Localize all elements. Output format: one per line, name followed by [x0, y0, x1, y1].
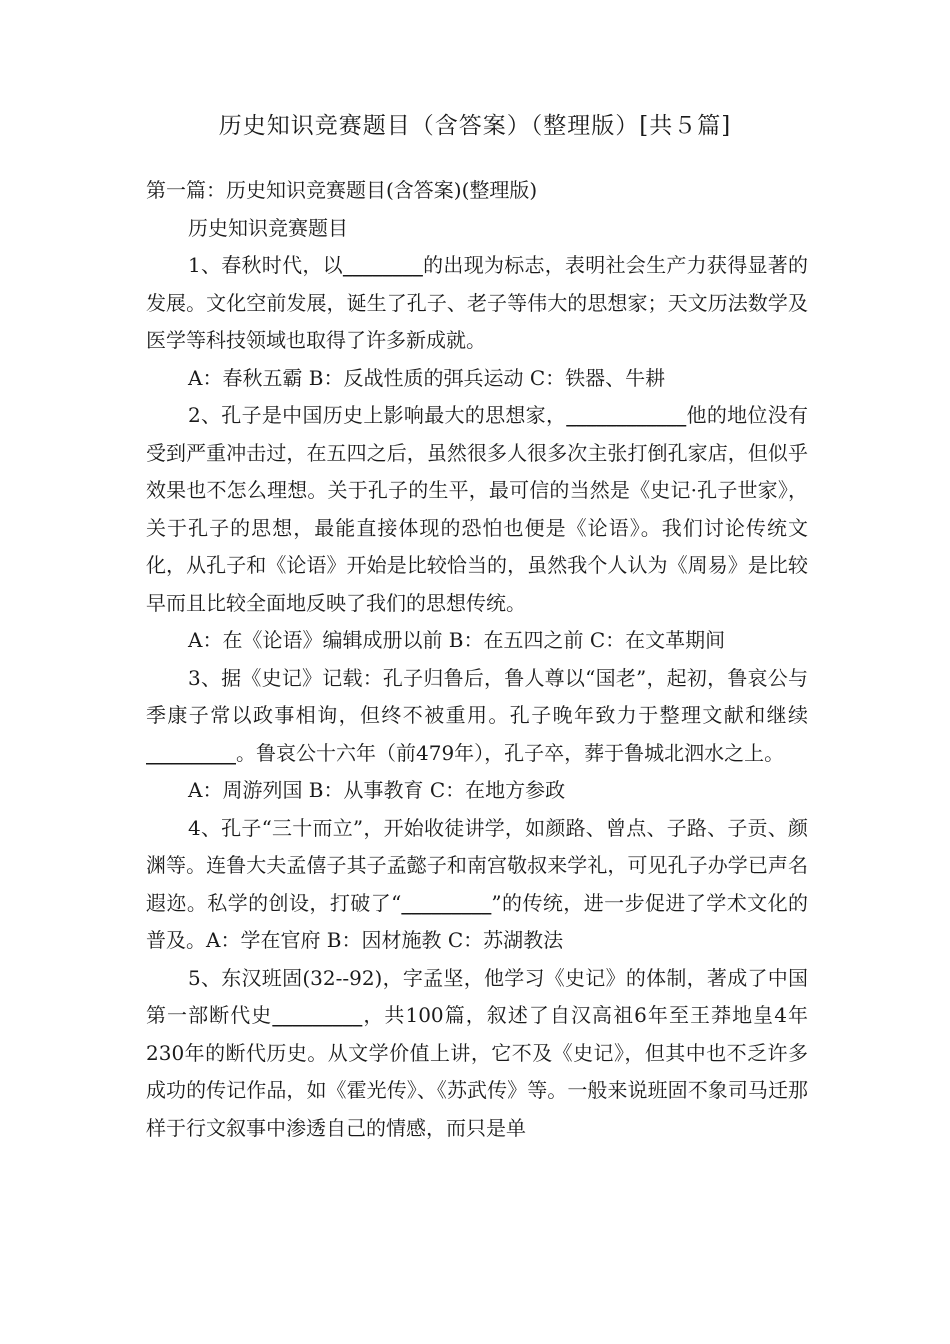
- question-text: ”的传统，进一步促进了学术文化的普及。A：学在官府 B：因材施教 C：苏湖教法: [146, 890, 808, 952]
- question-3-options: A：周游列国 B：从事教育 C：在地方参政: [188, 778, 566, 802]
- answer-blank: _________: [272, 1003, 363, 1027]
- answer-blank: _________: [146, 740, 236, 765]
- question-text: 。鲁哀公十六年（前479年），孔子卒，葬于鲁城北泗水之上。: [236, 740, 785, 765]
- document-title: 历史知识竞赛题目（含答案）（整理版）[共５篇]: [218, 113, 732, 139]
- question-1-options: A：春秋五霸 B：反战性质的弭兵运动 C：铁器、牛耕: [188, 365, 666, 390]
- answer-blank: ________: [342, 253, 423, 277]
- question-text: 2、孔子是中国历史上影响最大的思想家，: [188, 403, 567, 427]
- subheading: 历史知识竞赛题目: [188, 215, 348, 240]
- question-3: [146, 660, 808, 773]
- question-text: ，共100篇，叙述了自汉高祖6年至王莽地皇4年230年的断代历史。从文学价值上讲，它不及《史记》，但其中也不乏许多成功的传记作品，如《霍光传》、《苏武传》等。一般来说班固不象司马迁那样于行文叙事中渗透自己的情感，而只是单: [146, 1003, 809, 1140]
- question-text: 4、孔子“三十而立”，开始收徒讲学，如颜路、曾点、子路、子贡、颜渊等。连鲁大夫孟僖子其子孟懿子和南宫敬叔来学礼，可见孔子办学已声名遐迩。私学的创设，打破了“: [146, 815, 808, 915]
- question-text: 3、据《史记》记载：孔子归鲁后，鲁人尊以“国老”，起初，鲁哀公与季康子常以政事相询，但终不被重用。孔子晚年致力于整理文献和继续: [146, 665, 808, 727]
- document-body: [146, 172, 808, 1147]
- question-1: [146, 247, 808, 360]
- question-text: 5、东汉班固(32--92)，字孟坚，他学习《史记》的体制，著成了中国第一部断代史: [146, 965, 808, 1027]
- question-text: 的出现为标志，表明社会生产力获得显著的发展。文化空前发展，诞生了孔子、老子等伟大的思想家；天文历法数学及医学等科技领域也取得了许多新成就。: [146, 253, 809, 352]
- question-text: 他的地位没有受到严重冲击过，在五四之后，虽然很多人很多次主张打倒孔家店，但似乎效果也不怎么理想。关于孔子的生平，最可信的当然是《史记·孔子世家》，关于孔子的思想，最能直接体现的恐怕也便是《论语》。我们讨论传统文化，从孔子和《论语》开始是比较恰当的，虽然我个人认为《周易》是比较早而且比较全面地反映了我们的思想传统。: [146, 403, 808, 615]
- question-2-options: A：在《论语》编辑成册以前 B：在五四之前 C：在文革期间: [188, 628, 726, 652]
- question-text: 1、春秋时代，以: [188, 253, 343, 277]
- section-heading: 第一篇：历史知识竞赛题目(含答案)(整理版): [146, 178, 538, 202]
- answer-blank: _________: [401, 890, 492, 915]
- question-5: [146, 960, 808, 1148]
- answer-blank: ____________: [566, 403, 687, 427]
- question-2: [146, 397, 808, 622]
- question-4: [146, 810, 808, 960]
